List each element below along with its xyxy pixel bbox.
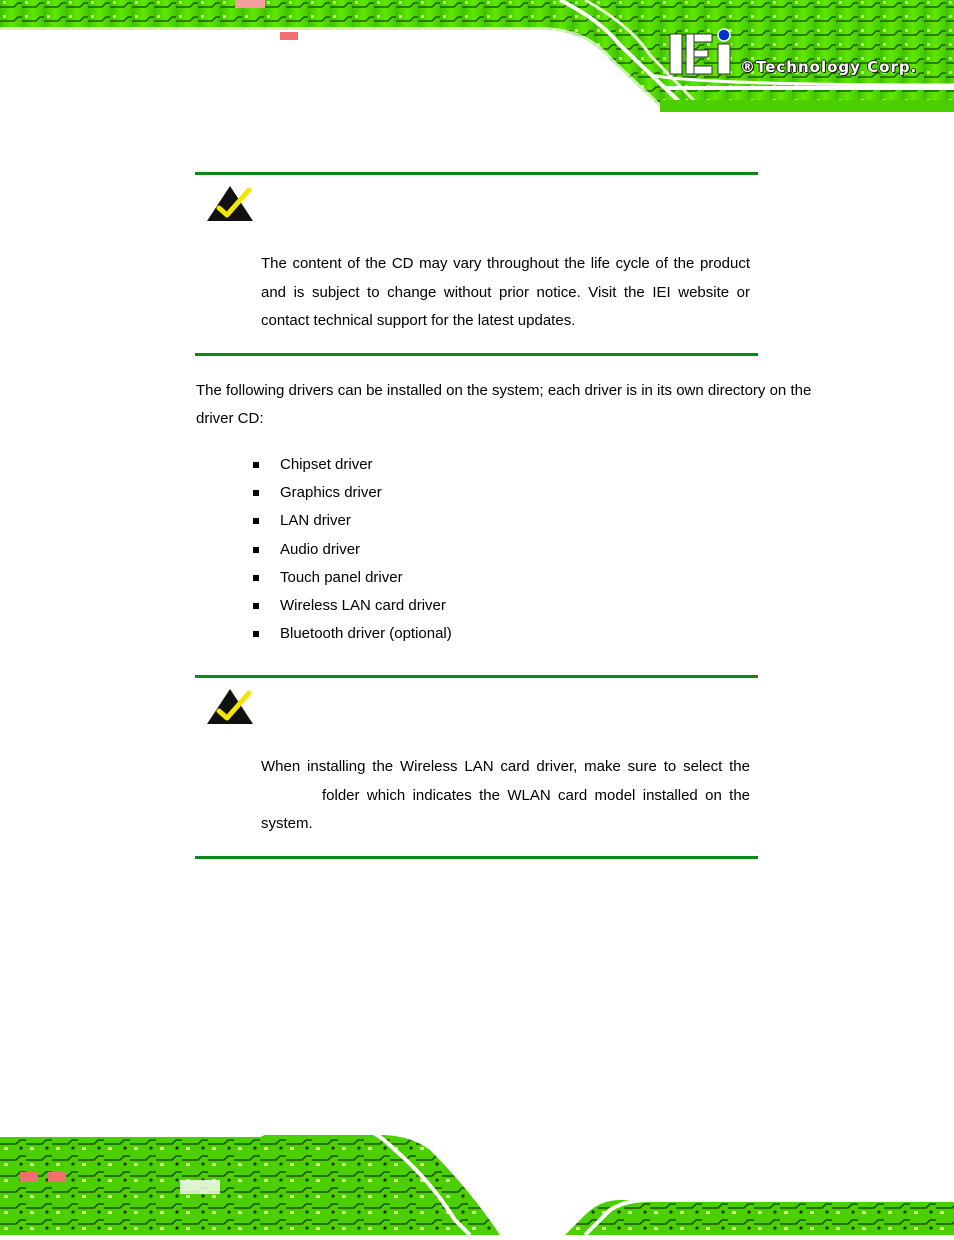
note-check-icon [205, 687, 255, 727]
bullet-icon [253, 603, 259, 609]
note-line: When installing the Wireless LAN card driver, make sure to select the [261, 758, 750, 775]
bullet-icon [253, 490, 259, 496]
bullet-icon [253, 631, 259, 637]
header-banner [0, 0, 954, 112]
brand-text: ®Technology Corp. [740, 58, 918, 76]
iei-logo-icon [670, 29, 730, 74]
intro-paragraph: The following drivers can be installed on the system; each driver is in its own directory on the driver CD: [196, 382, 812, 427]
note-bottom-rule [195, 353, 758, 356]
note-bottom-rule [195, 856, 758, 859]
bullet-icon [253, 462, 259, 468]
note-box [195, 172, 758, 360]
note-top-rule [195, 675, 758, 678]
note-line: folder which indicates the WLAN card model installed on the [322, 786, 750, 804]
circuit-board-header-graphic [0, 0, 954, 112]
note-check-icon [205, 184, 255, 224]
wlan-note-box [195, 675, 758, 863]
note-top-rule [195, 172, 758, 175]
bullet-icon [253, 547, 259, 553]
circuit-board-footer-graphic [0, 1120, 954, 1235]
bullet-icon [253, 575, 259, 581]
footer-banner [0, 1120, 954, 1235]
note-line: system. [261, 815, 313, 832]
bullet-icon [253, 518, 259, 524]
wlan-note-text [261, 753, 750, 839]
note-text: The content of the CD may vary throughout the life cycle of the product and is subject to change without prior notice. Visit the IEI website or contact technical support for the latest updates. [261, 255, 750, 329]
